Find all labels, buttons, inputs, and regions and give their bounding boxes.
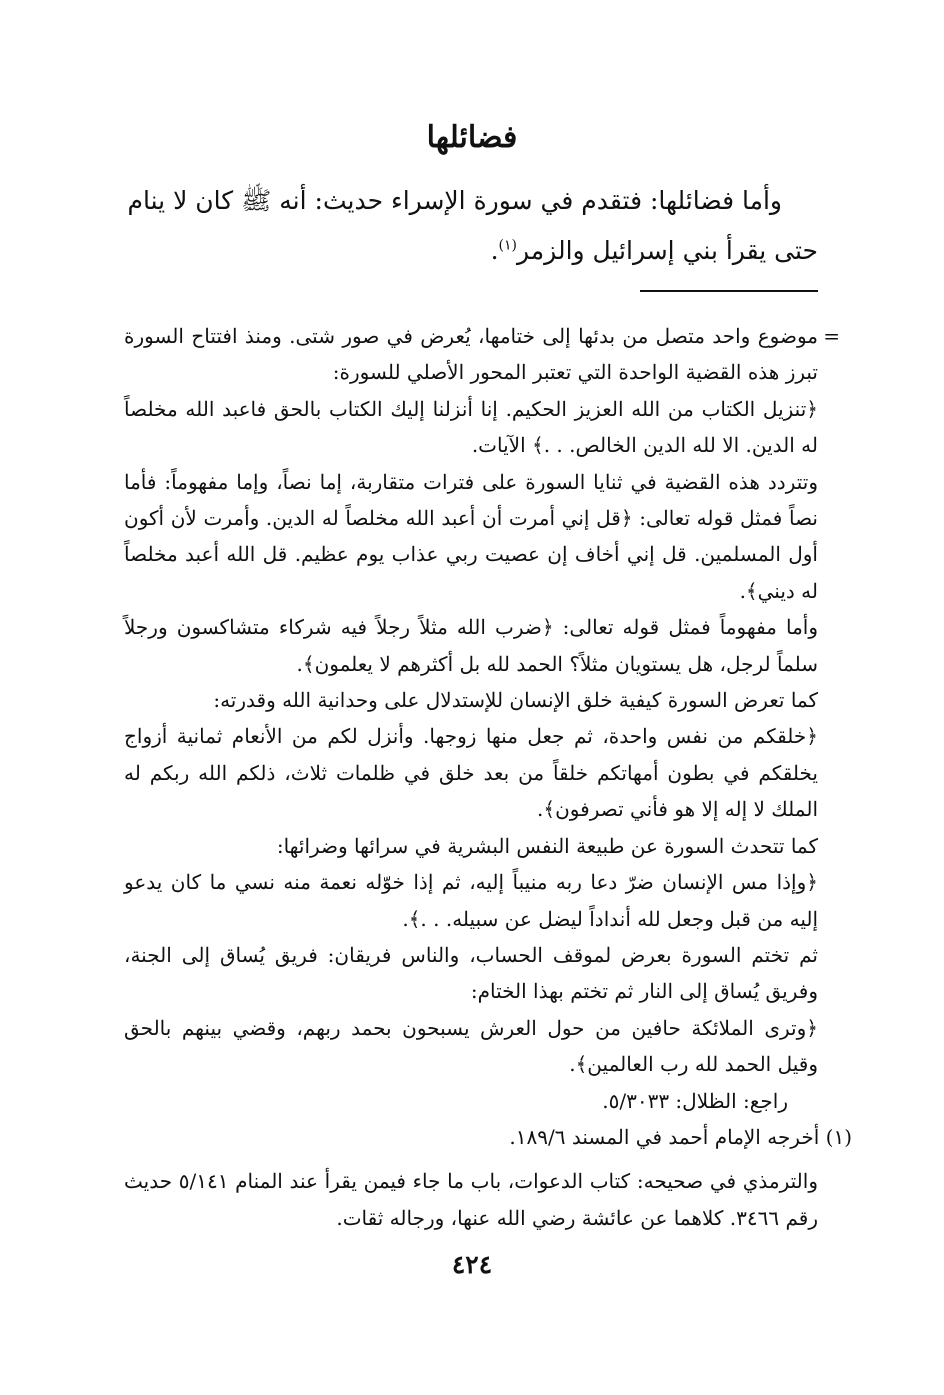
- footnote-separator: [640, 290, 818, 292]
- intro-paragraph: [124, 176, 818, 276]
- footnote-reference: (١): [498, 237, 517, 254]
- note-paragraph-4: كما تعرض السورة كيفية خلق الإنسان للإستدلال على وحدانية الله وقدرته:: [213, 688, 818, 713]
- intro-line-1: وأما فضائلها: فتقدم في سورة الإسراء حديث: أنه ﷺ كان لا ينام: [127, 186, 782, 215]
- note-paragraph-3: وأما مفهوماً فمثل قوله تعالى: ﴿ضرب الله مثلاً رجلاً فيه شركاء متشاكسون ورجلاً سلماً لرجل، هل يستويان مثلاً؟ الحمد لله بل أكثرهم لا يعلمون﴾.: [124, 615, 818, 676]
- footnote-1-text: أخرجه الإمام أحمد في المسند ١٨٩/٦.: [509, 1124, 820, 1149]
- section-heading: فضائلها: [426, 120, 518, 155]
- reference-line: راجع: الظلال: ٥/٣٠٣٣.: [602, 1088, 788, 1113]
- footnotes-block: [124, 318, 852, 1236]
- intro-line-2-end: .: [490, 236, 499, 265]
- continuation-mark: =: [823, 324, 840, 348]
- footnote-1-body: والترمذي في صحيحه: كتاب الدعوات، باب ما جاء فيمن يقرأ عند المنام ٥/١٤١ حديث رقم ٣٤٦٦. كلاهما عن عائشة رضي الله عنها، ورجاله ثقات.: [124, 1169, 818, 1230]
- note-quote-2: ﴿خلقكم من نفس واحدة، ثم جعل منها زوجها. وأنزل لكم من الأنعام ثمانية أزواج يخلقكم في بطون أمهاتكم خلقاً من بعد خلق في ظلمات ثلاث، ذلكم الله ربكم له الملك لا إله إلا هو فأني تصرفون﴾.: [124, 724, 819, 822]
- note-paragraph-6: ثم تختم السورة بعرض لموقف الحساب، والناس فريقان: فريق يُساق إلى الجنة، وفريق يُساق إلى النار ثم تختم بهذا الختام:: [124, 942, 818, 1004]
- note-paragraph-5: كما تتحدث السورة عن طبيعة النفس البشرية في سرائها وضرائها:: [276, 833, 818, 858]
- page-number: ٤٢٤: [451, 1250, 493, 1279]
- footnote-number: (١): [825, 1124, 852, 1149]
- footnote-1-line: [124, 1119, 852, 1155]
- intro-line-2: حتى يقرأ بني إسرائيل والزمر: [517, 236, 818, 265]
- note-paragraph-2: وتتردد هذه القضية في ثنايا السورة على فترات متقاربة، إما نصاً، وإما مفهوماً: فأما نصاً فمثل قوله تعالى: ﴿قل إني أمرت أن أعبد الله مخلصاً له الدين. وأمرت لأن أكون أول المسلمين. قل إني أخاف إن عصيت ربي عذاب يوم عظيم. قل الله أعبد مخلصاً له ديني﴾.: [124, 469, 818, 603]
- note-quote-4: ﴿وترى الملائكة حافين من حول العرش يسبحون بحمد ربهم، وقضي بينهم بالحق وقيل الحمد لله رب العالمين﴾.: [124, 1015, 818, 1077]
- note-paragraph-1: موضوع واحد متصل من بدئها إلى ختامها، يُعرض في صور شتى. ومنذ افتتاح السورة تبرز هذه القضية الواحدة التي تعتبر المحور الأصلي للسورة:: [124, 324, 819, 385]
- note-quote-3: ﴿وإذا مس الإنسان ضرّ دعا ربه منيباً إليه، ثم إذا خوّله نعمة منه نسي ما كان يدعو إليه من قبل وجعل لله أنداداً ليضل عن سبيله. . .﴾.: [124, 870, 818, 931]
- note-quote-1: ﴿تنزيل الكتاب من الله العزيز الحكيم. إنا أنزلنا إليك الكتاب بالحق فاعبد الله مخلصاً له الدين. الا لله الدين الخالص. . .﴾ الآيات.: [124, 396, 818, 458]
